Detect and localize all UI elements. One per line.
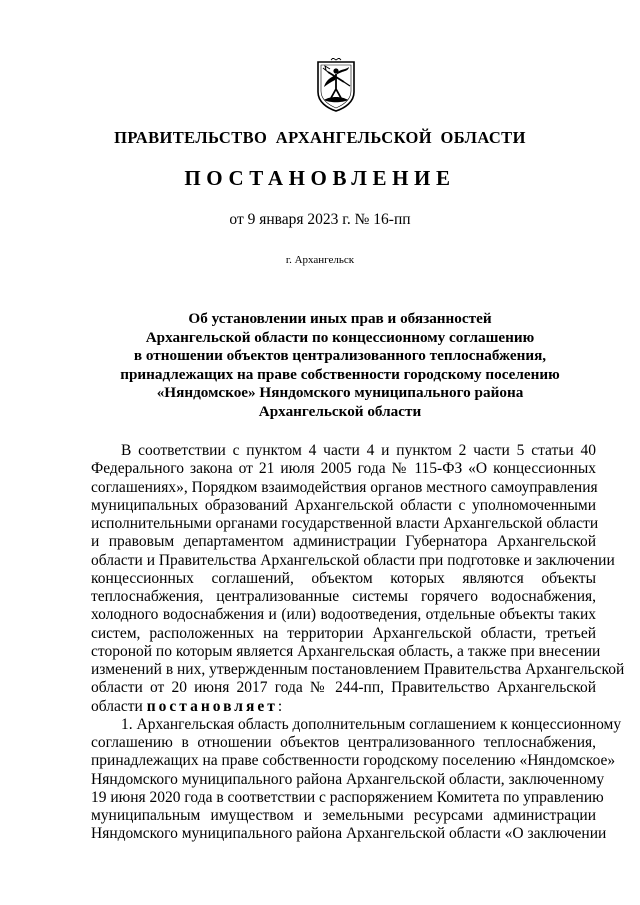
item1-line: 19 июня 2020 года в соответствии с распоряжением Комитета по управлению <box>91 788 604 806</box>
preamble-line: холодного водоснабжения и (или) водоотведения, отдельные объекты таких <box>91 606 596 624</box>
decree-suffix: : <box>277 697 283 715</box>
document-city: г. Архангельск <box>285 254 355 266</box>
preamble-line: изменений в них, утвержденным постановлением Правительства Архангельской <box>91 661 625 678</box>
document-date-number: от 9 января 2023 г. № 16-пп <box>229 211 411 228</box>
preamble-line: исполнительными органами государственной власти Архангельской области <box>91 515 599 532</box>
subject-line: «Няндомское» Няндомского муниципального района <box>156 384 524 401</box>
item1-line: принадлежащих на праве собственности городскому поселению «Няндомское» <box>91 752 616 770</box>
preamble-line: систем, расположенных на территории Архангельской области, третьей <box>91 624 596 642</box>
item1-line: муниципальным имуществом и земельными ресурсами администрации <box>91 807 596 824</box>
subject-line: в отношении объектов централизованного теплоснабжения, <box>133 347 547 364</box>
item1-line: Няндомского муниципального района Архангельской области «О заключении <box>91 825 607 843</box>
decree-prefix: области <box>91 697 147 715</box>
preamble-line: концессионных соглашений, объектом которых являются объекты <box>91 569 596 587</box>
preamble-line: В соответствии с пунктом 4 части 4 и пунктом 2 части 5 статьи 40 <box>121 442 596 459</box>
government-title: ПРАВИТЕЛЬСТВО АРХАНГЕЛЬСКОЙ ОБЛАСТИ <box>114 128 526 147</box>
subject-line: принадлежащих на праве собственности городскому поселению <box>120 365 560 383</box>
decree-line <box>91 698 596 716</box>
preamble-line: и правовым департаментом администрации Губернатора Архангельской <box>91 533 596 551</box>
subject-line: Архангельской области <box>258 402 422 420</box>
preamble-line: Федерального закона от 21 июля 2005 года № 115-ФЗ «О концессионных <box>91 460 596 478</box>
coat-of-arms-emblem <box>314 58 358 112</box>
preamble-line: соглашениях», Порядком взаимодействия органов местного самоуправления <box>91 478 598 496</box>
subject-line: Об установлении иных прав и обязанностей <box>188 310 492 327</box>
document-body <box>91 442 625 844</box>
preamble-line: области от 20 июня 2017 года № 244-пп, Правительство Архангельской <box>91 679 596 697</box>
document-subject <box>90 310 590 421</box>
item1-line: соглашению в отношении объектов централизованного теплоснабжения, <box>91 734 596 751</box>
subject-line: Архангельской области по концессионному соглашению <box>145 328 535 346</box>
item1-line: 1. Архангельская область дополнительным соглашением к концессионному <box>121 715 622 733</box>
decree-word: постановляет <box>146 697 278 715</box>
preamble-line: теплоснабжения, централизованные системы горячего водоснабжения, <box>91 588 596 605</box>
item1-line: Няндомского муниципального района Архангельской области, заключенному <box>91 770 605 788</box>
document-type-title: ПОСТАНОВЛЕНИЕ <box>184 166 456 190</box>
preamble-line: стороной по которым является Архангельская область, а также при внесении <box>91 642 601 660</box>
preamble-line: области и Правительства Архангельской области при подготовке и заключении <box>91 551 615 569</box>
preamble-line: муниципальных образований Архангельской области с уполномоченными <box>91 496 596 514</box>
